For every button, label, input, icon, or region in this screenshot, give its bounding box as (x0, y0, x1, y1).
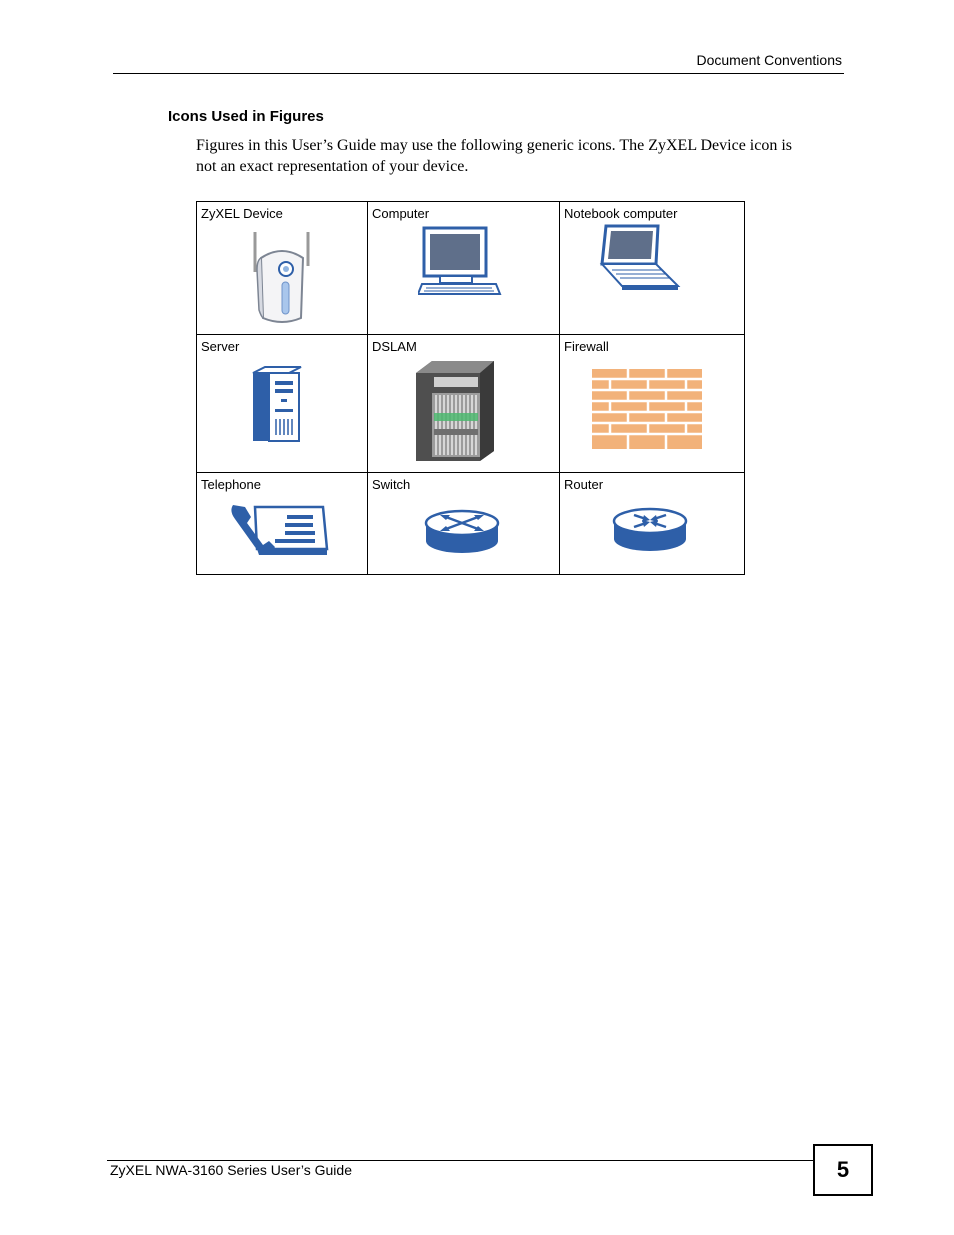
cell-label: Firewall (564, 339, 609, 354)
table-row (197, 335, 745, 473)
cell-server (197, 335, 368, 473)
cell-switch (368, 473, 560, 575)
cell-dslam (368, 335, 560, 473)
cell-label: Computer (372, 206, 430, 221)
cell-telephone (197, 473, 368, 575)
cell-label: Server (201, 339, 240, 354)
computer-icon (418, 226, 502, 296)
intro-paragraph (196, 135, 846, 177)
table-row (197, 473, 745, 575)
server-icon (251, 365, 303, 443)
cell-firewall (560, 335, 745, 473)
page-number: 5 (813, 1144, 873, 1196)
telephone-icon (229, 501, 329, 561)
footer-rule (107, 1160, 813, 1161)
cell-label: Telephone (201, 477, 261, 492)
cell-label: ZyXEL Device (201, 206, 283, 221)
cell-label: DSLAM (372, 339, 417, 354)
cell-computer (368, 202, 560, 335)
switch-icon (424, 509, 500, 555)
router-icon (612, 507, 688, 553)
cell-label: Router (564, 477, 604, 492)
cell-label: Notebook computer (564, 206, 678, 221)
running-header: Document Conventions (696, 52, 842, 68)
cell-zyxel-device (197, 202, 368, 335)
footer-guide-title: ZyXEL NWA-3160 Series User’s Guide (110, 1162, 352, 1178)
section-heading: Icons Used in Figures (168, 108, 324, 125)
cell-router (560, 473, 745, 575)
zyxel-device-icon (247, 230, 317, 326)
header-rule (113, 73, 844, 74)
notebook-computer-icon (598, 224, 682, 292)
dslam-icon (414, 359, 498, 463)
cell-notebook-computer (560, 202, 745, 335)
cell-label: Switch (372, 477, 411, 492)
intro-line-2: not an exact representation of your device. (196, 158, 469, 175)
table-row (197, 202, 745, 335)
icons-table (196, 201, 745, 575)
firewall-icon (592, 369, 702, 449)
intro-line-1: Figures in this User’s Guide may use the following generic icons. The ZyXEL Device icon is (196, 137, 793, 154)
